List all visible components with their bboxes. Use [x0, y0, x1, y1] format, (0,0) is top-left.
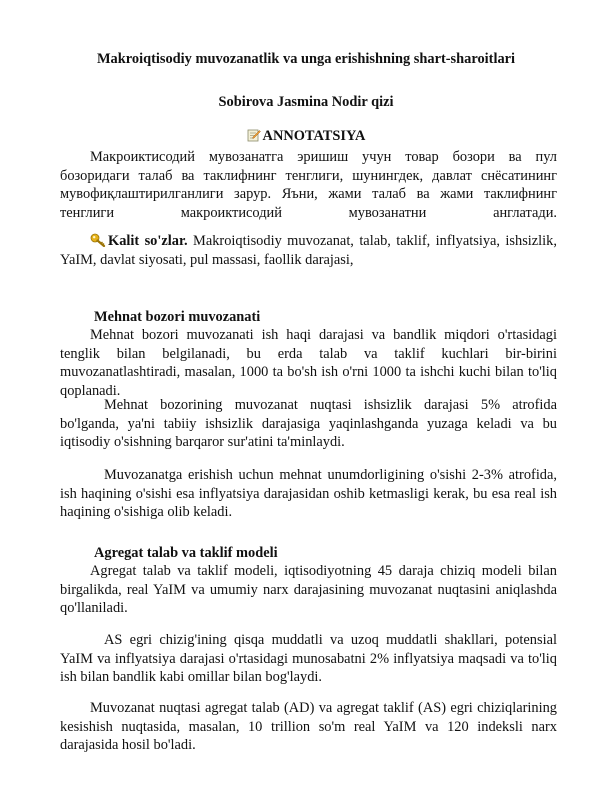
paragraph: Muvozanatga erishish uchun mehnat unumdorligining o'sishi 2-3% atrofida, ish haqining o'sishi esa inflyatsiya darajasidan oshib ketmasligi kerak, bu esa real ish haqining o'sishiga olib keladi.	[60, 467, 557, 520]
keywords-paragraph	[60, 232, 557, 269]
paragraph: AS egri chizig'ining qisqa muddatli va uzoq muddatli shakllari, potensial YaIM va inflyatsiya darajasi o'rtasidagi munosabatni 2% inflyatsiya maqsadi va to'liq ish bilan bandlik kabi omillar bilan bog'laydi.	[60, 632, 557, 685]
paragraph: Mehnat bozorining muvozanat nuqtasi ishsizlik darajasi 5% atrofida bo'lganda, ya'ni tabiiy ishsizlik darajasiga yaqinlashganda yuzaga keladi va bu iqtisodiy o'sishning barqaror sur'atini ta'minlaydi.	[60, 397, 557, 450]
author-name: Sobirova Jasmina Nodir qizi	[218, 94, 394, 110]
annotation-text: Макроиктисодий мувозанатга эришиш учун товар бозори ва пул бозоридаги талаб ва таклифнинг тенглиги, шунингдек, давлат снёсатининг мувофиқлаштирилганлиги зарур. Яъни, жами талаб ва жами таклифнинг тенглиги макроиктисодий мувозанатни англатади.	[60, 149, 557, 221]
paragraph: Agregat talab va taklif modeli, iqtisodiyotning 45 daraja chiziq modeli bilan birgalikda, real YaIM va umumiy narx darajasining muvozanat nuqtasini aniqlashda qo'llaniladi.	[60, 563, 557, 616]
key-icon	[90, 233, 106, 247]
annotation-heading: ANNOTATSIYA	[262, 128, 366, 144]
memo-icon	[247, 128, 261, 142]
section-heading-mehnat: Mehnat bozori muvozanati	[94, 309, 261, 325]
annotation-heading-row	[60, 127, 552, 145]
section-heading-agregat: Agregat talab va taklif modeli	[94, 545, 278, 561]
keywords-text: Makroiqtisodiy muvozanat, talab, taklif, inflyatsiya, ishsizlik, YaIM, davlat siyosati, pul massasi, faollik darajasi,	[60, 233, 557, 268]
paragraph: Muvozanat nuqtasi agregat talab (AD) va agregat taklif (AS) egri chiziqlarining kesishish nuqtasida, masalan, 10 trillion so'm real YaIM va 120 indeksli narx darajasida hosil bo'ladi.	[60, 700, 557, 753]
paragraph: Mehnat bozori muvozanati ish haqi darajasi va bandlik miqdori o'rtasidagi tenglik bilan belgilanadi, bu erda talab va taklif kuchlari bir-birini muvozanatlashtiradi, masalan, 1000 ta bo'sh ish o'rni 1000 ta ishchi kuchi bilan to'liq qoplanadi.	[60, 327, 557, 399]
keywords-label: Kalit so'zlar.	[108, 233, 188, 249]
paper-title: Makroiqtisodiy muvozanatlik va unga erishishning shart-sharoitlari	[96, 51, 516, 67]
